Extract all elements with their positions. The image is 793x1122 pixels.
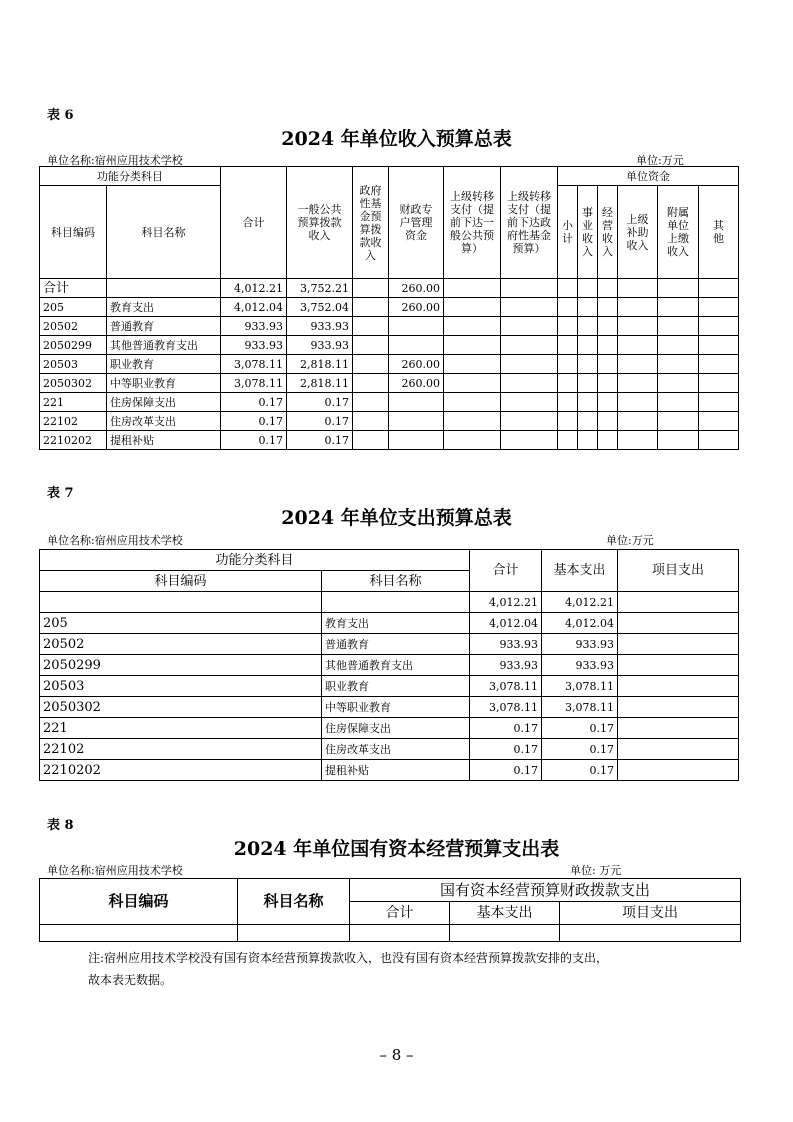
empty-cell (558, 317, 578, 336)
code-cell: 20502 (40, 317, 107, 336)
code-cell: 20502 (40, 634, 322, 655)
empty-cell (444, 393, 501, 412)
general-budget-cell: 2,818.11 (287, 355, 353, 374)
empty-cell (444, 412, 501, 431)
fiscal-special-cell (389, 412, 444, 431)
general-budget-header: 一般公共预算拨款收入 (287, 167, 353, 279)
empty-cell (598, 298, 618, 317)
code-header: 科目编码 (40, 571, 322, 592)
empty-cell (658, 412, 699, 431)
total-header: 合计 (221, 167, 287, 279)
table6-label: 表 6 (47, 108, 74, 123)
empty-cell (558, 374, 578, 393)
empty-cell (444, 431, 501, 450)
table-row (40, 739, 739, 760)
basic-cell: 0.17 (542, 718, 618, 739)
project-cell (618, 592, 739, 613)
code-cell: 205 (40, 298, 107, 317)
code-header: 科目编码 (40, 186, 107, 279)
upper-fund-header: 上级转移支付（提前下达政府性基金预算） (501, 167, 558, 279)
total-cell: 4,012.04 (470, 613, 542, 634)
empty-cell (558, 279, 578, 298)
empty-cell (699, 431, 739, 450)
name-cell: 普通教育 (107, 317, 221, 336)
name-header: 科目名称 (322, 571, 470, 592)
general-budget-cell: 3,752.21 (287, 279, 353, 298)
code-cell: 22102 (40, 412, 107, 431)
code-cell: 2050299 (40, 655, 322, 676)
code-cell: 22102 (40, 739, 322, 760)
project-header: 项目支出 (618, 550, 739, 592)
name-cell: 住房保障支出 (322, 718, 470, 739)
empty-cell (618, 298, 658, 317)
empty-cell (658, 317, 699, 336)
empty-cell (618, 374, 658, 393)
name-cell: 住房改革支出 (322, 739, 470, 760)
total-cell: 0.17 (470, 718, 542, 739)
func-class-header: 功能分类科目 (40, 167, 221, 186)
business-header: 事业收入 (578, 186, 598, 279)
name-cell: 其他普通教育支出 (322, 655, 470, 676)
gov-fund-cell (353, 431, 389, 450)
project-cell (618, 655, 739, 676)
name-cell: 职业教育 (322, 676, 470, 697)
table7-unit: 单位:万元 (606, 534, 654, 547)
total-cell: 0.17 (221, 412, 287, 431)
general-budget-cell: 3,752.04 (287, 298, 353, 317)
general-budget-cell: 933.93 (287, 317, 353, 336)
table7-title: 2024 年单位支出预算总表 (281, 507, 512, 529)
general-budget-cell: 0.17 (287, 393, 353, 412)
empty-cell (658, 336, 699, 355)
empty-cell (578, 431, 598, 450)
empty-cell (598, 431, 618, 450)
total-cell: 933.93 (470, 655, 542, 676)
fiscal-special-cell: 260.00 (389, 374, 444, 393)
name-cell: 教育支出 (322, 613, 470, 634)
empty-cell (558, 393, 578, 412)
total-cell: 0.17 (221, 431, 287, 450)
empty-cell (598, 317, 618, 336)
empty-cell (658, 279, 699, 298)
name-cell (107, 279, 221, 298)
table-row (40, 676, 739, 697)
empty-cell (699, 412, 739, 431)
table-row (40, 760, 739, 781)
basic-header: 基本支出 (450, 902, 560, 925)
table6-unit: 单位:万元 (636, 154, 684, 167)
fiscal-special-header: 财政专户管理资金 (389, 167, 444, 279)
fiscal-special-cell (389, 393, 444, 412)
empty-cell (444, 374, 501, 393)
empty-cell (598, 412, 618, 431)
table8-title: 2024 年单位国有资本经营预算支出表 (233, 838, 560, 860)
empty-cell (598, 336, 618, 355)
fiscal-special-cell (389, 336, 444, 355)
table-row (40, 613, 739, 634)
empty-cell (618, 412, 658, 431)
empty-cell (578, 317, 598, 336)
empty-cell (444, 336, 501, 355)
table6-unit-name: 单位名称:宿州应用技术学校 (47, 154, 183, 167)
table-row (40, 697, 739, 718)
basic-cell: 0.17 (542, 739, 618, 760)
basic-header: 基本支出 (542, 550, 618, 592)
empty-cell (598, 393, 618, 412)
fiscal-special-cell: 260.00 (389, 355, 444, 374)
group-header: 国有资本经营预算财政拨款支出 (350, 879, 741, 902)
page-number: – 8 – (379, 1046, 414, 1064)
empty-cell (618, 431, 658, 450)
table8-label: 表 8 (47, 818, 74, 833)
empty-cell (444, 355, 501, 374)
basic-cell: 933.93 (542, 634, 618, 655)
table-row (40, 634, 739, 655)
gov-fund-cell (353, 355, 389, 374)
project-cell (618, 676, 739, 697)
empty-cell (598, 279, 618, 298)
empty-cell (501, 374, 558, 393)
code-cell: 2050302 (40, 697, 322, 718)
table7-unit-name: 单位名称:宿州应用技术学校 (47, 534, 183, 547)
name-header: 科目名称 (107, 186, 221, 279)
code-cell (40, 592, 322, 613)
fiscal-special-cell: 260.00 (389, 298, 444, 317)
empty-cell (501, 317, 558, 336)
empty-cell (699, 279, 739, 298)
empty-cell (501, 412, 558, 431)
empty-cell (444, 298, 501, 317)
fiscal-special-cell (389, 431, 444, 450)
total-cell: 4,012.21 (221, 279, 287, 298)
empty-cell (578, 355, 598, 374)
empty-cell (578, 279, 598, 298)
table-row (40, 655, 739, 676)
fiscal-special-cell: 260.00 (389, 279, 444, 298)
general-budget-cell: 933.93 (287, 336, 353, 355)
table-row (40, 412, 739, 431)
empty-cell (618, 279, 658, 298)
empty-cell (658, 298, 699, 317)
basic-cell: 933.93 (542, 655, 618, 676)
func-class-header: 功能分类科目 (40, 550, 470, 571)
code-cell: 221 (40, 393, 107, 412)
state-capital-table (39, 878, 741, 942)
name-cell: 中等职业教育 (322, 697, 470, 718)
empty-cell (444, 317, 501, 336)
total-cell: 0.17 (221, 393, 287, 412)
unit-funds-header: 单位资金 (558, 167, 739, 186)
empty-cell (699, 393, 739, 412)
gov-fund-cell (353, 336, 389, 355)
project-cell (618, 634, 739, 655)
project-cell (618, 697, 739, 718)
name-cell (322, 592, 470, 613)
code-cell: 2050299 (40, 336, 107, 355)
gov-fund-cell (353, 412, 389, 431)
empty-cell (578, 298, 598, 317)
gov-fund-cell (353, 279, 389, 298)
empty-cell (578, 393, 598, 412)
upper-subsidy-header: 上级补助收入 (618, 186, 658, 279)
code-header: 科目编码 (40, 879, 238, 925)
project-header: 项目支出 (560, 902, 741, 925)
empty-cell (558, 431, 578, 450)
total-cell: 3,078.11 (221, 355, 287, 374)
code-cell: 合计 (40, 279, 107, 298)
table-row (40, 592, 739, 613)
total-cell: 0.17 (470, 739, 542, 760)
general-budget-cell: 0.17 (287, 412, 353, 431)
empty-cell (558, 412, 578, 431)
empty-cell (501, 336, 558, 355)
total-cell: 933.93 (221, 336, 287, 355)
empty-cell (699, 298, 739, 317)
other-header: 其他 (699, 186, 739, 279)
table8-note-line2: 故本表无数据。 (88, 973, 173, 987)
table6-title: 2024 年单位收入预算总表 (281, 128, 512, 150)
empty-cell (658, 374, 699, 393)
total-cell: 3,078.11 (221, 374, 287, 393)
empty-cell (699, 374, 739, 393)
total-cell: 933.93 (470, 634, 542, 655)
gov-fund-header: 政府性基金预算拨款收入 (353, 167, 389, 279)
table8-note-line1: 注:宿州应用技术学校没有国有资本经营预算拨款收入，也没有国有资本经营预算拨款安排的支出， (88, 951, 609, 965)
empty-cell (598, 374, 618, 393)
project-cell (618, 613, 739, 634)
empty-cell (658, 393, 699, 412)
operating-header: 经营收入 (598, 186, 618, 279)
basic-cell: 4,012.21 (542, 592, 618, 613)
total-cell: 4,012.04 (221, 298, 287, 317)
empty-cell (618, 393, 658, 412)
gov-fund-cell (353, 317, 389, 336)
name-cell: 住房保障支出 (107, 393, 221, 412)
total-header: 合计 (470, 550, 542, 592)
basic-cell: 3,078.11 (542, 697, 618, 718)
empty-cell (578, 412, 598, 431)
name-cell: 提租补贴 (107, 431, 221, 450)
general-budget-cell: 2,818.11 (287, 374, 353, 393)
name-cell: 住房改革支出 (107, 412, 221, 431)
empty-cell (658, 355, 699, 374)
code-cell: 2050302 (40, 374, 107, 393)
upper-general-header: 上级转移支付（提前下达一般公共预算） (444, 167, 501, 279)
empty-cell (618, 317, 658, 336)
empty-cell (578, 374, 598, 393)
table-row (40, 279, 739, 298)
table-row (40, 298, 739, 317)
table-row (40, 925, 741, 942)
code-cell: 205 (40, 613, 322, 634)
empty-cell (699, 355, 739, 374)
name-cell: 提租补贴 (322, 760, 470, 781)
general-budget-cell: 0.17 (287, 431, 353, 450)
empty-cell (578, 336, 598, 355)
table-row (40, 336, 739, 355)
empty-cell (558, 336, 578, 355)
expenditure-budget-table (39, 549, 739, 781)
total-cell: 3,078.11 (470, 697, 542, 718)
total-cell: 933.93 (221, 317, 287, 336)
basic-cell: 4,012.04 (542, 613, 618, 634)
empty-cell (699, 317, 739, 336)
name-cell: 职业教育 (107, 355, 221, 374)
code-cell: 2210202 (40, 431, 107, 450)
code-cell: 20503 (40, 355, 107, 374)
gov-fund-cell (353, 393, 389, 412)
income-budget-table (39, 166, 739, 450)
empty-cell (618, 355, 658, 374)
table-row (40, 374, 739, 393)
table8-unit: 单位: 万元 (570, 864, 622, 877)
code-cell: 20503 (40, 676, 322, 697)
name-header: 科目名称 (238, 879, 350, 925)
basic-cell: 3,078.11 (542, 676, 618, 697)
project-cell (618, 718, 739, 739)
empty-cell (444, 279, 501, 298)
table8-unit-name: 单位名称:宿州应用技术学校 (47, 864, 183, 877)
name-cell: 普通教育 (322, 634, 470, 655)
code-cell: 221 (40, 718, 322, 739)
name-cell: 中等职业教育 (107, 374, 221, 393)
basic-cell: 0.17 (542, 760, 618, 781)
subtotal-header: 小计 (558, 186, 578, 279)
empty-cell (501, 355, 558, 374)
fiscal-special-cell (389, 317, 444, 336)
empty-cell (598, 355, 618, 374)
total-header: 合计 (350, 902, 450, 925)
affiliated-header: 附属单位上缴收入 (658, 186, 699, 279)
empty-cell (699, 336, 739, 355)
name-cell: 教育支出 (107, 298, 221, 317)
total-cell: 3,078.11 (470, 676, 542, 697)
empty-cell (558, 355, 578, 374)
table-row (40, 355, 739, 374)
project-cell (618, 739, 739, 760)
total-cell: 0.17 (470, 760, 542, 781)
empty-cell (501, 431, 558, 450)
table-row (40, 317, 739, 336)
gov-fund-cell (353, 298, 389, 317)
total-cell: 4,012.21 (470, 592, 542, 613)
table7-label: 表 7 (47, 486, 74, 501)
table-row (40, 431, 739, 450)
empty-cell (501, 279, 558, 298)
gov-fund-cell (353, 374, 389, 393)
project-cell (618, 760, 739, 781)
code-cell: 2210202 (40, 760, 322, 781)
table-row (40, 718, 739, 739)
table-row (40, 393, 739, 412)
empty-cell (618, 336, 658, 355)
name-cell: 其他普通教育支出 (107, 336, 221, 355)
empty-cell (501, 298, 558, 317)
empty-cell (658, 431, 699, 450)
empty-cell (501, 393, 558, 412)
empty-cell (558, 298, 578, 317)
